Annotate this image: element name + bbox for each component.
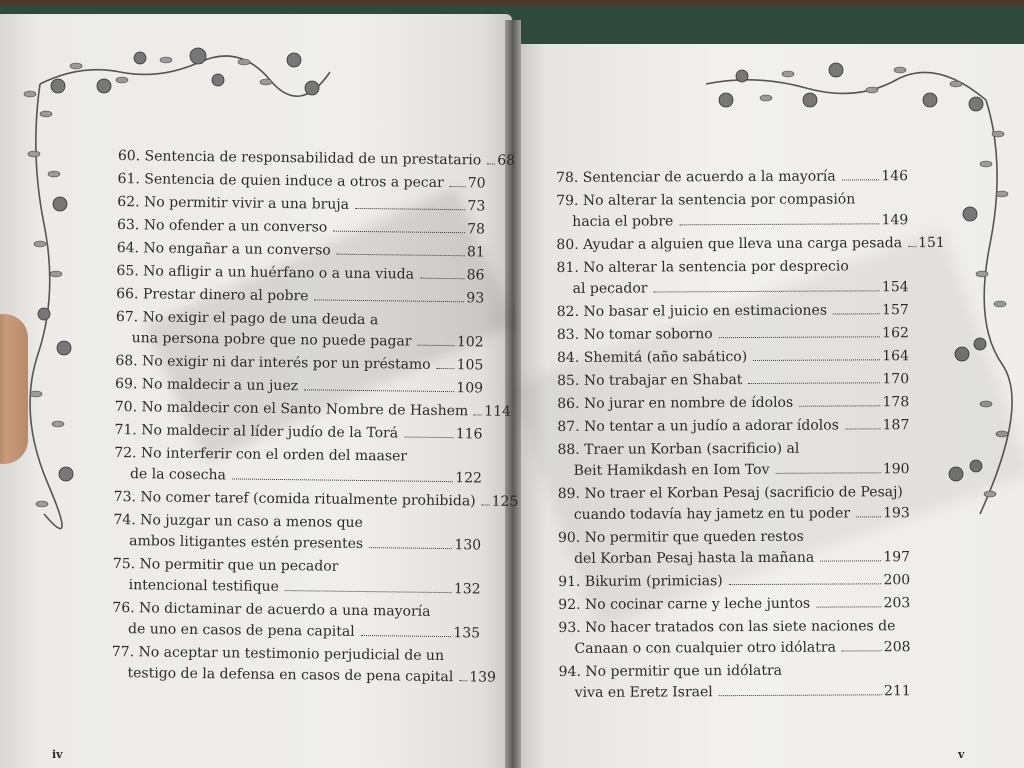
toc-entry-line (114, 420, 482, 445)
toc-entry-line (117, 192, 485, 217)
toc-entry (115, 351, 483, 376)
toc-entry-page: 190 (882, 461, 910, 478)
toc-entry (117, 169, 485, 194)
toc-entry-line (558, 547, 910, 570)
toc-entry-title: una persona pobre que no puede pagar (131, 330, 412, 350)
leader-dots (820, 560, 881, 561)
toc-entry-page: 135 (453, 625, 481, 642)
toc-entry-page: 132 (453, 581, 481, 598)
toc-entry-line (557, 438, 909, 461)
leader-dots (404, 437, 454, 439)
leader-dots (474, 414, 482, 415)
toc-entry-line (557, 369, 909, 392)
toc-entry-title: 74. No juzgar un caso a menos que (113, 511, 363, 532)
toc-entry-title: 61. Sentencia de quien induce a otros a pecar (117, 170, 444, 191)
toc-entry-line (558, 570, 910, 593)
toc-entry-line (556, 210, 908, 233)
toc-entry-page: 162 (882, 325, 909, 342)
toc-entry-line (557, 415, 909, 438)
toc-entry-title: 64. No engañar a un converso (116, 239, 331, 259)
toc-entry (117, 215, 485, 240)
toc-entry (556, 189, 908, 233)
toc-entry-title: 68. No exigir ni dar interés por un préstamo (115, 352, 431, 373)
toc-entry-title: 94. No permitir que un idólatra (558, 662, 783, 680)
leader-dots (437, 368, 455, 369)
toc-entry-title: 86. No jurar en nombre de ídolos (557, 394, 794, 412)
toc-entry (116, 284, 484, 309)
toc-entry-line (558, 503, 910, 526)
page-number-right: v (958, 748, 965, 761)
leader-dots (232, 478, 453, 482)
toc-entry-page: 149 (881, 212, 909, 229)
toc-entry-page: 200 (883, 572, 911, 589)
toc-entry-page: 86 (466, 267, 485, 284)
toc-entry-title: 92. No cocinar carne y leche juntos (558, 595, 811, 613)
toc-entry-title: cuando todavía hay jametz en tu poder (573, 505, 851, 523)
toc-entry-page: 154 (881, 279, 909, 296)
toc-entry-title: viva en Eretz Israel (574, 684, 713, 701)
toc-entry-line (557, 277, 909, 300)
leader-dots (304, 389, 454, 392)
leader-dots (748, 382, 880, 384)
toc-entry-page: 151 (918, 234, 945, 252)
toc-entry-line (556, 233, 945, 256)
toc-entry-title: 79. No alterar la sentencia por compasión (556, 191, 856, 209)
book-gutter (505, 20, 521, 768)
toc-entry (115, 374, 483, 399)
toc-entry-line (113, 487, 519, 512)
toc-entry-line (116, 261, 484, 286)
toc-entry-line (556, 189, 908, 212)
toc-entry-page: 78 (467, 221, 486, 238)
toc-entry-title: de la cosecha (129, 466, 227, 484)
toc-entry-page: 193 (883, 505, 910, 522)
toc-entry-title: 85. No trabajar en Shabat (557, 372, 743, 389)
toc-entry (117, 146, 516, 171)
toc-entry-title: 80. Ayudar a alguien que lleva una carga pesada (556, 235, 903, 253)
toc-entry (113, 487, 519, 512)
leader-dots (816, 606, 881, 607)
toc-entry (556, 256, 908, 300)
toc-entry (557, 438, 909, 482)
leader-dots (845, 428, 881, 429)
toc-entry-title: 67. No exigir el pago de una deuda a (115, 308, 379, 329)
toc-entry-title: 60. Sentencia de responsabilidad de un prestatario (117, 147, 482, 169)
toc-entry-line (111, 663, 497, 688)
thumb (0, 314, 28, 464)
toc-entry-page: 157 (881, 302, 909, 319)
toc-entry-page: 114 (484, 403, 512, 420)
toc-entry-line (558, 637, 910, 660)
toc-entry-title: de uno en casos de pena capital (128, 621, 355, 640)
toc-list-left (111, 146, 519, 690)
toc-entry-page: 197 (883, 549, 911, 566)
toc-entry (557, 415, 909, 438)
toc-entry (112, 598, 480, 644)
leader-dots (719, 336, 880, 338)
toc-entry-page: 125 (491, 493, 519, 510)
toc-entry (117, 192, 485, 217)
toc-entry-title: 90. No permitir que queden restos (557, 528, 804, 546)
toc-entry-title: 88. Traer un Korban (sacrificio) al (557, 440, 800, 458)
toc-entry-title: 81. No alterar la sentencia por desprecio (556, 258, 849, 276)
toc-entry-line (117, 146, 516, 171)
toc-entry-title: 62. No permitir vivir a una bruja (117, 193, 350, 213)
page-number-left: iv (52, 748, 63, 761)
toc-entry-page: 187 (882, 417, 910, 434)
leader-dots (719, 694, 882, 696)
leader-dots (482, 504, 490, 505)
leader-dots (361, 635, 452, 637)
toc-entry-line (556, 166, 908, 189)
toc-entry-title: ambos litigantes estén presentes (129, 533, 364, 553)
toc-entry-line (117, 238, 485, 263)
toc-entry-title: testigo de la defensa en casos de pena capital (127, 665, 454, 686)
leader-dots (333, 231, 465, 234)
toc-entry-page: 73 (467, 198, 486, 215)
toc-entry-page: 122 (455, 470, 483, 487)
toc-entry-page: 68 (497, 152, 516, 169)
toc-entry (113, 554, 481, 600)
toc-entry (117, 238, 485, 263)
leader-dots (420, 278, 465, 280)
leader-dots (856, 516, 881, 517)
toc-entry-title: intencional testifique (128, 577, 279, 595)
leader-dots (417, 345, 454, 346)
toc-entry-line (557, 300, 909, 323)
toc-entry (558, 482, 910, 526)
toc-entry-title: 65. No afligir a un huérfano o a una viuda (116, 262, 415, 283)
toc-entry-title: 91. Bikurim (primicias) (558, 573, 723, 590)
toc-entry (557, 323, 909, 346)
toc-entry-page: 146 (881, 168, 909, 185)
toc-entry (114, 397, 512, 422)
leader-dots (729, 583, 882, 585)
toc-entry (114, 420, 482, 445)
leader-dots (908, 246, 916, 247)
toc-entry (558, 526, 910, 570)
toc-entry-title: 63. No ofender a un converso (116, 216, 328, 236)
toc-entry (558, 570, 910, 593)
toc-entry-title: 69. No maldecir a un juez (114, 375, 299, 395)
toc-entry-page: 164 (882, 348, 910, 365)
toc-entry-title: 72. No interferir con el orden del maaser (114, 444, 408, 465)
toc-entry (116, 261, 484, 286)
toc-entry-line (558, 459, 910, 482)
toc-entry (116, 307, 484, 353)
toc-entry-title: Canaan o con cualquier otro idólatra (574, 639, 836, 657)
leader-dots (355, 208, 465, 210)
toc-entry (558, 593, 910, 616)
toc-entry-line (114, 397, 512, 422)
toc-entry-title: 77. No aceptar un testimonio perjudicial de un (111, 643, 445, 665)
toc-entry-line (116, 284, 484, 309)
toc-entry-title: 93. No hacer tratados con las siete naciones de (558, 618, 896, 636)
toc-entry-line (115, 374, 483, 399)
toc-entry-title: 66. Prestar dinero al pobre (116, 285, 309, 305)
toc-entry-page: 170 (882, 371, 910, 388)
toc-entry-line (558, 482, 910, 505)
toc-entry (558, 616, 910, 660)
toc-entry (557, 369, 909, 392)
toc-entry-title: hacia el pobre (572, 213, 674, 230)
leader-dots (337, 254, 465, 257)
toc-entry-line (556, 256, 908, 279)
toc-entry (559, 660, 911, 704)
leader-dots (369, 547, 452, 549)
toc-entry-title: 70. No maldecir con el Santo Nombre de Hashem (114, 398, 469, 420)
toc-entry-line (558, 616, 910, 639)
toc-entry (113, 510, 481, 556)
toc-entry-title: 89. No traer el Korban Pesaj (sacrificio de Pesaj) (557, 484, 903, 502)
toc-entry-title: 78. Sentenciar de acuerdo a la mayoría (556, 168, 836, 186)
toc-entry-title: 75. No permitir que un pecador (112, 555, 339, 575)
toc-entry-line (113, 575, 481, 600)
leader-dots (450, 186, 466, 187)
toc-entry-line (559, 681, 911, 704)
toc-entry-page: 105 (456, 357, 484, 374)
toc-entry-title: del Korban Pesaj hasta la mañana (574, 549, 815, 567)
toc-entry-title: Beit Hamikdash en Iom Tov (573, 461, 770, 479)
toc-entry-page: 211 (883, 683, 911, 700)
toc-entry-title: 83. No tomar soborno (556, 326, 713, 343)
leader-dots (833, 313, 880, 314)
toc-entry-line (117, 169, 485, 194)
leader-dots (653, 290, 879, 292)
leader-dots (459, 680, 467, 681)
toc-entry-page: 130 (454, 537, 482, 554)
toc-entry-line (114, 464, 482, 489)
toc-entry-title: 73. No comer taref (comida ritualmente prohibida) (113, 488, 476, 510)
toc-entry-page: 70 (467, 175, 486, 192)
leader-dots (285, 590, 452, 593)
toc-entry-page: 102 (456, 334, 484, 351)
toc-entry-line (559, 660, 911, 683)
toc-entry-title: 84. Shemitá (año sabático) (556, 349, 748, 366)
toc-entry-title: 76. No dictaminar de acuerdo a una mayoría (112, 599, 431, 620)
toc-entry-page: 139 (469, 669, 497, 686)
leader-dots (842, 650, 882, 651)
toc-entry-line (115, 351, 483, 376)
toc-entry-page: 203 (883, 595, 911, 612)
toc-entry-line (557, 392, 909, 415)
toc-entry-page: 109 (456, 380, 484, 397)
leader-dots (753, 359, 880, 361)
toc-entry-title: 71. No maldecir al líder judío de la Torá (114, 421, 399, 442)
toc-entry (111, 642, 497, 688)
toc-entry-line (558, 593, 910, 616)
toc-entry-page: 93 (466, 290, 485, 307)
toc-entry (557, 300, 909, 323)
leader-dots (776, 472, 881, 474)
toc-entry (114, 443, 482, 489)
toc-entry-title: al pecador (572, 280, 648, 297)
toc-entry-page: 81 (466, 244, 485, 261)
leader-dots (679, 223, 879, 225)
toc-list-right (556, 166, 945, 706)
leader-dots (842, 179, 880, 180)
toc-entry-line (117, 215, 485, 240)
toc-entry-line (557, 323, 909, 346)
toc-entry (556, 233, 945, 256)
toc-entry (557, 392, 909, 415)
toc-entry-page: 116 (455, 426, 483, 443)
toc-entry-title: 82. No basar el juicio en estimaciones (556, 302, 828, 320)
toc-entry-line (113, 531, 481, 556)
toc-entry-line (116, 328, 484, 353)
toc-entry (557, 346, 909, 369)
toc-entry (556, 166, 908, 189)
toc-entry-line (558, 526, 910, 549)
leader-dots (487, 164, 495, 165)
toc-entry-page: 208 (883, 639, 911, 656)
toc-entry-line (557, 346, 909, 369)
leader-dots (799, 405, 880, 406)
leader-dots (314, 299, 464, 302)
toc-entry-page: 178 (882, 394, 910, 411)
toc-entry-title: 87. No tentar a un judío a adorar ídolos (557, 417, 839, 435)
